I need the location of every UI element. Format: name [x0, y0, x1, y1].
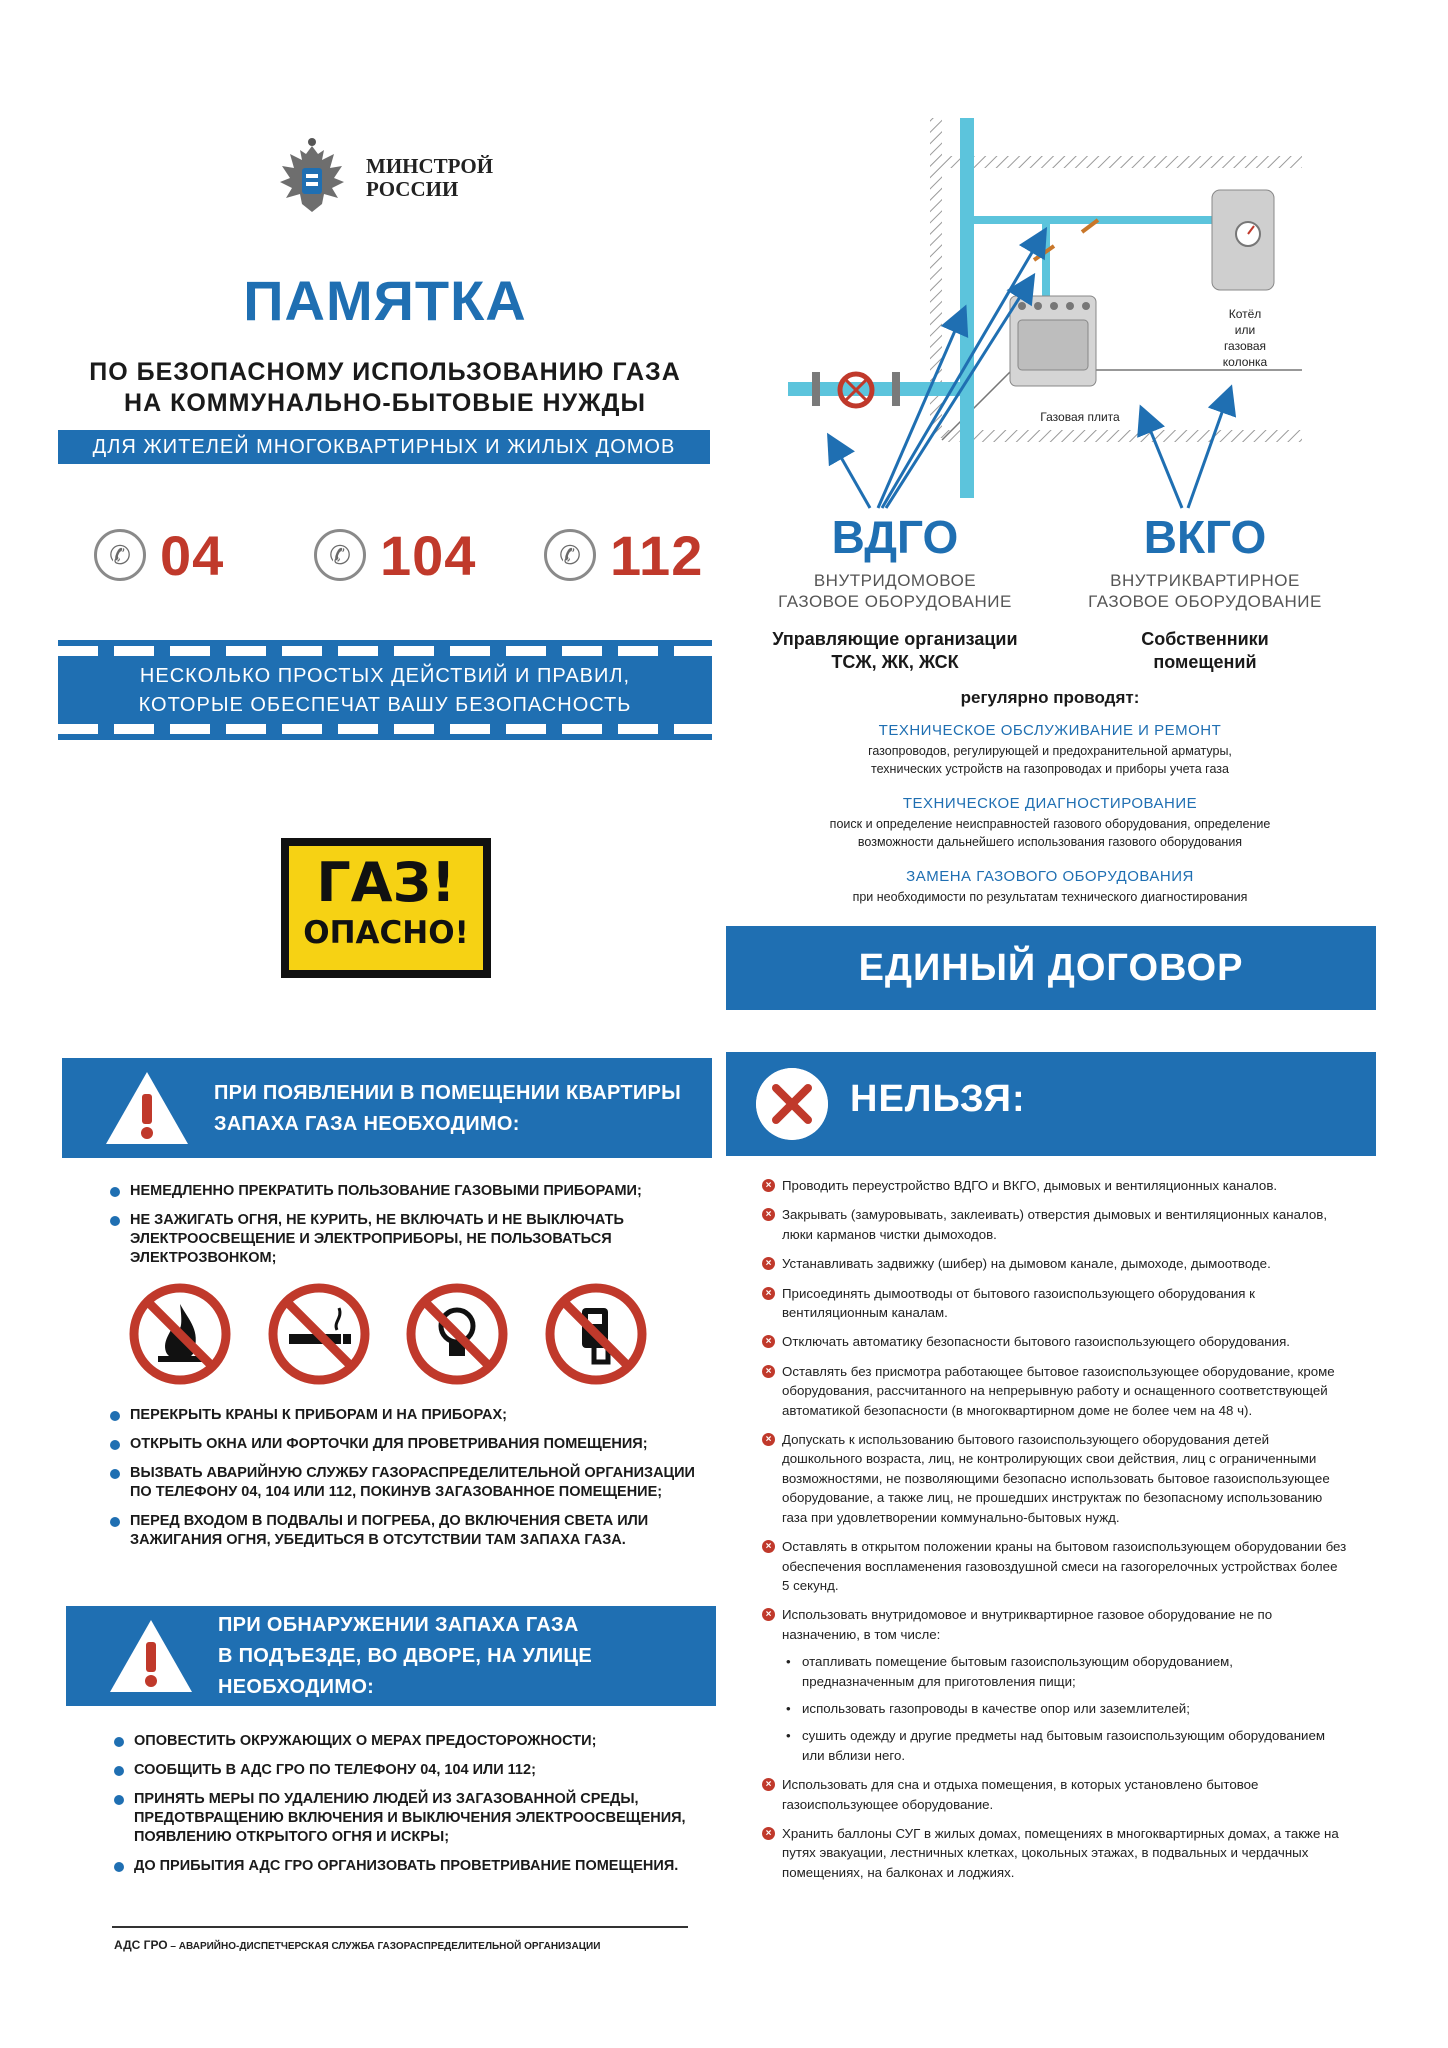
tips-banner — [58, 640, 712, 740]
forbidden-item-text: Присоединять дымоотводы от бытового газоиспользующего оборудования к вентиляционным каналам. — [782, 1285, 1255, 1321]
vkgo-heading: ВКГО — [1143, 511, 1267, 563]
forbidden-item — [762, 1362, 1348, 1420]
x-bullet-icon: × — [762, 1179, 775, 1192]
smell-outside-list — [112, 1732, 712, 1886]
list-item: ПЕРЕКРЫТЬ КРАНЫ К ПРИБОРАМ И НА ПРИБОРАХ; — [108, 1406, 708, 1425]
phone-104 — [314, 520, 476, 590]
forbidden-title: НЕЛЬЗЯ: — [850, 1078, 1026, 1120]
service-line: газопроводов, регулирующей и предохранительной арматуры, — [868, 744, 1232, 758]
footnote-abbr: АДС ГРО — [114, 1938, 168, 1952]
smell-inside-list-top — [108, 1182, 708, 1278]
forbidden-item — [762, 1205, 1348, 1244]
forbidden-item-text: Оставлять без присмотра работающее бытовое газоиспользующее оборудование, кроме оборудования, рассчитанного на непрерывную работу и оснащенного соответствующей автоматикой безопасности (в многоквартирном доме не более чем на 48 ч). — [782, 1363, 1335, 1418]
service-line: при необходимости по результатам технического диагностирования — [852, 890, 1248, 904]
ceiling — [942, 156, 1302, 168]
service-description — [760, 888, 1340, 906]
forbidden-item — [762, 1176, 1348, 1195]
dashed-border-bottom — [58, 724, 712, 734]
list-item: ОПОВЕСТИТЬ ОКРУЖАЮЩИХ О МЕРАХ ПРЕДОСТОРОЖНОСТИ; — [112, 1732, 712, 1751]
gas-riser — [960, 118, 974, 498]
arrow-vkgo-stove — [1142, 410, 1182, 508]
service-description — [760, 815, 1340, 851]
forbidden-item — [762, 1254, 1348, 1273]
list-item: ПРИНЯТЬ МЕРЫ ПО УДАЛЕНИЮ ЛЮДЕЙ ИЗ ЗАГАЗОВАННОЙ СРЕДЫ, ПРЕДОТВРАЩЕНИЮ ВКЛЮЧЕНИЯ И ВЫКЛЮЧЕНИЯ ЭЛЕКТРООСВЕЩЕНИЯ, ПОЯВЛЕНИЮ ОТКРЫТОГО ОГНЯ И ИСКРЫ; — [112, 1790, 712, 1847]
forbidden-list — [762, 1176, 1348, 1892]
service-line: поиск и определение неисправностей газового оборудования, определение — [829, 817, 1271, 831]
list-item: ВЫЗВАТЬ АВАРИЙНУЮ СЛУЖБУ ГАЗОРАСПРЕДЕЛИТЕЛЬНОЙ ОРГАНИЗАЦИИ ПО ТЕЛЕФОНУ 04, 104 ИЛИ 112, ПОКИНУВ ЗАГАЗОВАННОЕ ПОМЕЩЕНИЕ; — [108, 1464, 708, 1502]
vkgo-desc-line1: ВНУТРИКВАРТИРНОЕ — [1110, 571, 1300, 590]
forbidden-subitem: • сушить одежду и другие предметы над бытовым газоиспользующим оборудованием или вблизи него. — [782, 1726, 1348, 1765]
vkgo-desc-line2: ГАЗОВОЕ ОБОРУДОВАНИЕ — [1088, 592, 1322, 611]
phone-icon: ✆ — [94, 529, 146, 581]
service-description — [760, 742, 1340, 778]
footnote-text: – АВАРИЙНО-ДИСПЕТЧЕРСКАЯ СЛУЖБА ГАЗОРАСПРЕДЕЛИТЕЛЬНОЙ ОРГАНИЗАЦИИ — [167, 1941, 601, 1952]
list-item: НЕ ЗАЖИГАТЬ ОГНЯ, НЕ КУРИТЬ, НЕ ВКЛЮЧАТЬ И НЕ ВЫКЛЮЧАТЬ ЭЛЕКТРООСВЕЩЕНИЕ И ЭЛЕКТРОПРИБОРЫ, НЕ ПОЛЬЗОВАТЬСЯ ЭЛЕКТРОЗВОНКОМ; — [108, 1211, 708, 1268]
phone-04 — [94, 520, 224, 590]
stove-label: Газовая плита — [1040, 410, 1120, 424]
boiler-label-line1: Котёл — [1228, 307, 1262, 321]
warning-triangle-icon — [102, 1068, 192, 1148]
vdgo-who-line1: Управляющие организации — [772, 629, 1018, 649]
smell-inside-heading-line2: ЗАПАХА ГАЗА НЕОБХОДИМО: — [214, 1113, 520, 1135]
ministry-name-line2: РОССИИ — [366, 177, 459, 201]
subtitle-line2: НА КОММУНАЛЬНО-БЫТОВЫЕ НУЖДЫ — [124, 389, 646, 417]
vkgo-who-line2: помещений — [1153, 652, 1257, 672]
smell-outside-heading-line3: НЕОБХОДИМО: — [218, 1676, 375, 1698]
ministry-name-line1: МИНСТРОЙ — [366, 154, 494, 178]
x-bullet-icon: × — [762, 1365, 775, 1378]
arrow-vdgo-riser — [878, 310, 964, 508]
forbidden-subitem: • использовать газопроводы в качестве опор или заземлителей; — [782, 1699, 1348, 1718]
forbidden-item-text: Использовать для сна и отдыха помещения, в которых установлено бытовое газоиспользующее оборудование. — [782, 1777, 1259, 1812]
regularly-label: регулярно проводят: — [960, 688, 1140, 707]
x-bullet-icon: × — [762, 1287, 775, 1300]
x-bullet-icon: × — [762, 1827, 775, 1840]
prohibition-signs — [128, 1282, 648, 1392]
forbidden-item-text: Проводить переустройство ВДГО и ВКГО, дымовых и вентиляционных каналов. — [782, 1178, 1278, 1193]
danger-sign-line1: ГАЗ! — [316, 851, 456, 914]
no-fire-icon — [128, 1282, 232, 1386]
tips-line1: НЕСКОЛЬКО ПРОСТЫХ ДЕЙСТВИЙ И ПРАВИЛ, — [139, 665, 631, 687]
vkgo-who-line1: Собственники — [1141, 629, 1269, 649]
arrow-vdgo-valve — [830, 438, 870, 508]
list-item: ПЕРЕД ВХОДОМ В ПОДВАЛЫ И ПОГРЕБА, ДО ВКЛЮЧЕНИЯ СВЕТА ИЛИ ЗАЖИГАНИЯ ОГНЯ, УБЕДИТЬСЯ В ОТСУТСТВИИ ТАМ ЗАПАХА ГАЗА. — [108, 1512, 708, 1550]
forbidden-x-icon — [756, 1068, 828, 1140]
vkgo-responsible — [1110, 628, 1300, 674]
forbidden-item — [762, 1284, 1348, 1323]
dashed-border-top — [58, 646, 712, 656]
footnote-divider — [112, 1926, 688, 1928]
page-title: ПАМЯТКА — [243, 269, 527, 332]
forbidden-item-text: Допускать к использованию бытового газоиспользующего оборудования детей дошкольного возраста, лиц, не контролирующих свои действия, лиц с ограниченными возможностями, не позволяющими безопасно использовать бытовое газоиспользующее оборудование, а также лиц, не прошедших инструктаж по безопасному использованию газа при удовлетворении коммунально-бытовых нужд. — [782, 1432, 1330, 1525]
forbidden-item — [762, 1430, 1348, 1527]
x-bullet-icon: × — [762, 1257, 775, 1270]
boiler-label — [1205, 306, 1285, 370]
phone-112 — [544, 520, 703, 590]
forbidden-item — [762, 1824, 1348, 1882]
arrow-vkgo-boiler — [1188, 390, 1230, 508]
phone-number: 104 — [380, 523, 477, 587]
forbidden-item — [762, 1775, 1348, 1814]
vdgo-desc-line2: ГАЗОВОЕ ОБОРУДОВАНИЕ — [778, 592, 1012, 611]
phone-icon: ✆ — [314, 529, 366, 581]
smell-inside-list-bottom — [108, 1406, 708, 1560]
smell-outside-heading — [66, 1606, 716, 1706]
smell-outside-heading-line2: В ПОДЪЕЗДЕ, ВО ДВОРЕ, НА УЛИЦЕ — [218, 1645, 592, 1667]
x-bullet-icon: × — [762, 1433, 775, 1446]
boiler-label-line4: колонка — [1222, 355, 1268, 369]
vdgo-heading: ВДГО — [831, 511, 959, 563]
boiler-label-line3: газовая — [1223, 339, 1267, 353]
x-bullet-icon: × — [762, 1608, 775, 1621]
page-subtitle — [60, 357, 710, 419]
boiler-label-line2: или — [1234, 323, 1256, 337]
tips-line2: КОТОРЫЕ ОБЕСПЕЧАТ ВАШУ БЕЗОПАСНОСТЬ — [138, 694, 632, 716]
floor-slab — [942, 430, 1302, 442]
smell-inside-heading-line1: ПРИ ПОЯВЛЕНИИ В ПОМЕЩЕНИИ КВАРТИРЫ — [214, 1082, 682, 1104]
forbidden-sublist — [782, 1652, 1348, 1765]
list-item: ОТКРЫТЬ ОКНА ИЛИ ФОРТОЧКИ ДЛЯ ПРОВЕТРИВАНИЯ ПОМЕЩЕНИЯ; — [108, 1435, 708, 1454]
list-item: НЕМЕДЛЕННО ПРЕКРАТИТЬ ПОЛЬЗОВАНИЕ ГАЗОВЫМИ ПРИБОРАМИ; — [108, 1182, 708, 1201]
vdgo-description — [770, 570, 1020, 612]
smell-inside-heading — [62, 1058, 712, 1158]
phone-number: 112 — [610, 523, 704, 587]
forbidden-item — [762, 1605, 1348, 1765]
subtitle-line1: ПО БЕЗОПАСНОМУ ИСПОЛЬЗОВАНИЮ ГАЗА — [89, 358, 681, 386]
forbidden-item-text: Использовать внутридомовое и внутриквартирное газовое оборудование не по назначению, в том числе: — [782, 1607, 1273, 1642]
x-bullet-icon: × — [762, 1208, 775, 1221]
flange-right — [892, 372, 900, 406]
warning-triangle-icon — [106, 1616, 196, 1696]
forbidden-heading — [726, 1052, 1376, 1156]
forbidden-subitem: • отапливать помещение бытовым газоиспользующим оборудованием, предназначенным для приготовления пищи; — [782, 1652, 1348, 1691]
phone-number: 04 — [160, 523, 225, 587]
forbidden-item — [762, 1537, 1348, 1595]
vkgo-description — [1075, 570, 1335, 612]
gas-danger-sign — [281, 838, 491, 978]
vdgo-who-line2: ТСЖ, ЖК, ЖСК — [831, 652, 959, 672]
smell-outside-heading-line1: ПРИ ОБНАРУЖЕНИИ ЗАПАХА ГАЗА — [218, 1614, 579, 1636]
x-bullet-icon: × — [762, 1540, 775, 1553]
x-bullet-icon: × — [762, 1778, 775, 1791]
eagle-emblem-icon — [262, 128, 362, 228]
forbidden-item-text: Устанавливать задвижку (шибер) на дымовом канале, дымоходе, дымоотводе. — [782, 1256, 1271, 1272]
phone-icon: ✆ — [544, 529, 596, 581]
service-line: технических устройств на газопроводах и приборы учета газа — [871, 762, 1229, 776]
service-title: ТЕХНИЧЕСКОЕ ДИАГНОСТИРОВАНИЕ — [902, 795, 1198, 812]
no-light-switch-icon — [405, 1282, 509, 1386]
audience-banner: ДЛЯ ЖИТЕЛЕЙ МНОГОКВАРТИРНЫХ И ЖИЛЫХ ДОМОВ — [58, 430, 710, 464]
service-title: ЗАМЕНА ГАЗОВОГО ОБОРУДОВАНИЯ — [906, 868, 1194, 885]
list-item: СООБЩИТЬ В АДС ГРО ПО ТЕЛЕФОНУ 04, 104 ИЛИ 112; — [112, 1761, 712, 1780]
list-item: ДО ПРИБЫТИЯ АДС ГРО ОРГАНИЗОВАТЬ ПРОВЕТРИВАНИЕ ПОМЕЩЕНИЯ. — [112, 1857, 712, 1876]
forbidden-item-text: Отключать автоматику безопасности бытового газоиспользующего оборудования. — [782, 1334, 1290, 1350]
single-contract-banner: ЕДИНЫЙ ДОГОВОР — [726, 926, 1376, 1010]
footnote — [114, 1938, 600, 1952]
forbidden-item-text: Оставлять в открытом положении краны на бытовом газоиспользующем оборудовании без обеспечения воспламенения газовоздушной смеси на газогорелочных устройствах более 5 секунд. — [782, 1539, 1347, 1593]
ministry-logo — [262, 128, 522, 228]
no-doorbell-icon — [544, 1282, 648, 1386]
forbidden-item — [762, 1332, 1348, 1351]
x-bullet-icon: × — [762, 1335, 775, 1348]
vdgo-responsible — [755, 628, 1035, 674]
danger-sign-line2: ОПАСНО! — [303, 915, 469, 951]
service-line: возможности дальнейшего использования газового оборудования — [857, 835, 1243, 849]
flange-left — [812, 372, 820, 406]
no-smoking-icon — [267, 1282, 371, 1386]
service-title: ТЕХНИЧЕСКОЕ ОБСЛУЖИВАНИЕ И РЕМОНТ — [878, 722, 1222, 739]
forbidden-item-text: Закрывать (замуровывать, заклеивать) отверстия дымовых и вентиляционных каналов, люки карманов чистки дымоходов. — [782, 1207, 1328, 1242]
vdgo-desc-line1: ВНУТРИДОМОВОЕ — [813, 571, 977, 590]
forbidden-item-text: Хранить баллоны СУГ в жилых домах, помещениях в многоквартирных домах, а также на путях эвакуации, лестничных клетках, цокольных этажах, в подвальных и чердачных помещениях, на балконах и лоджиях. — [782, 1825, 1339, 1880]
